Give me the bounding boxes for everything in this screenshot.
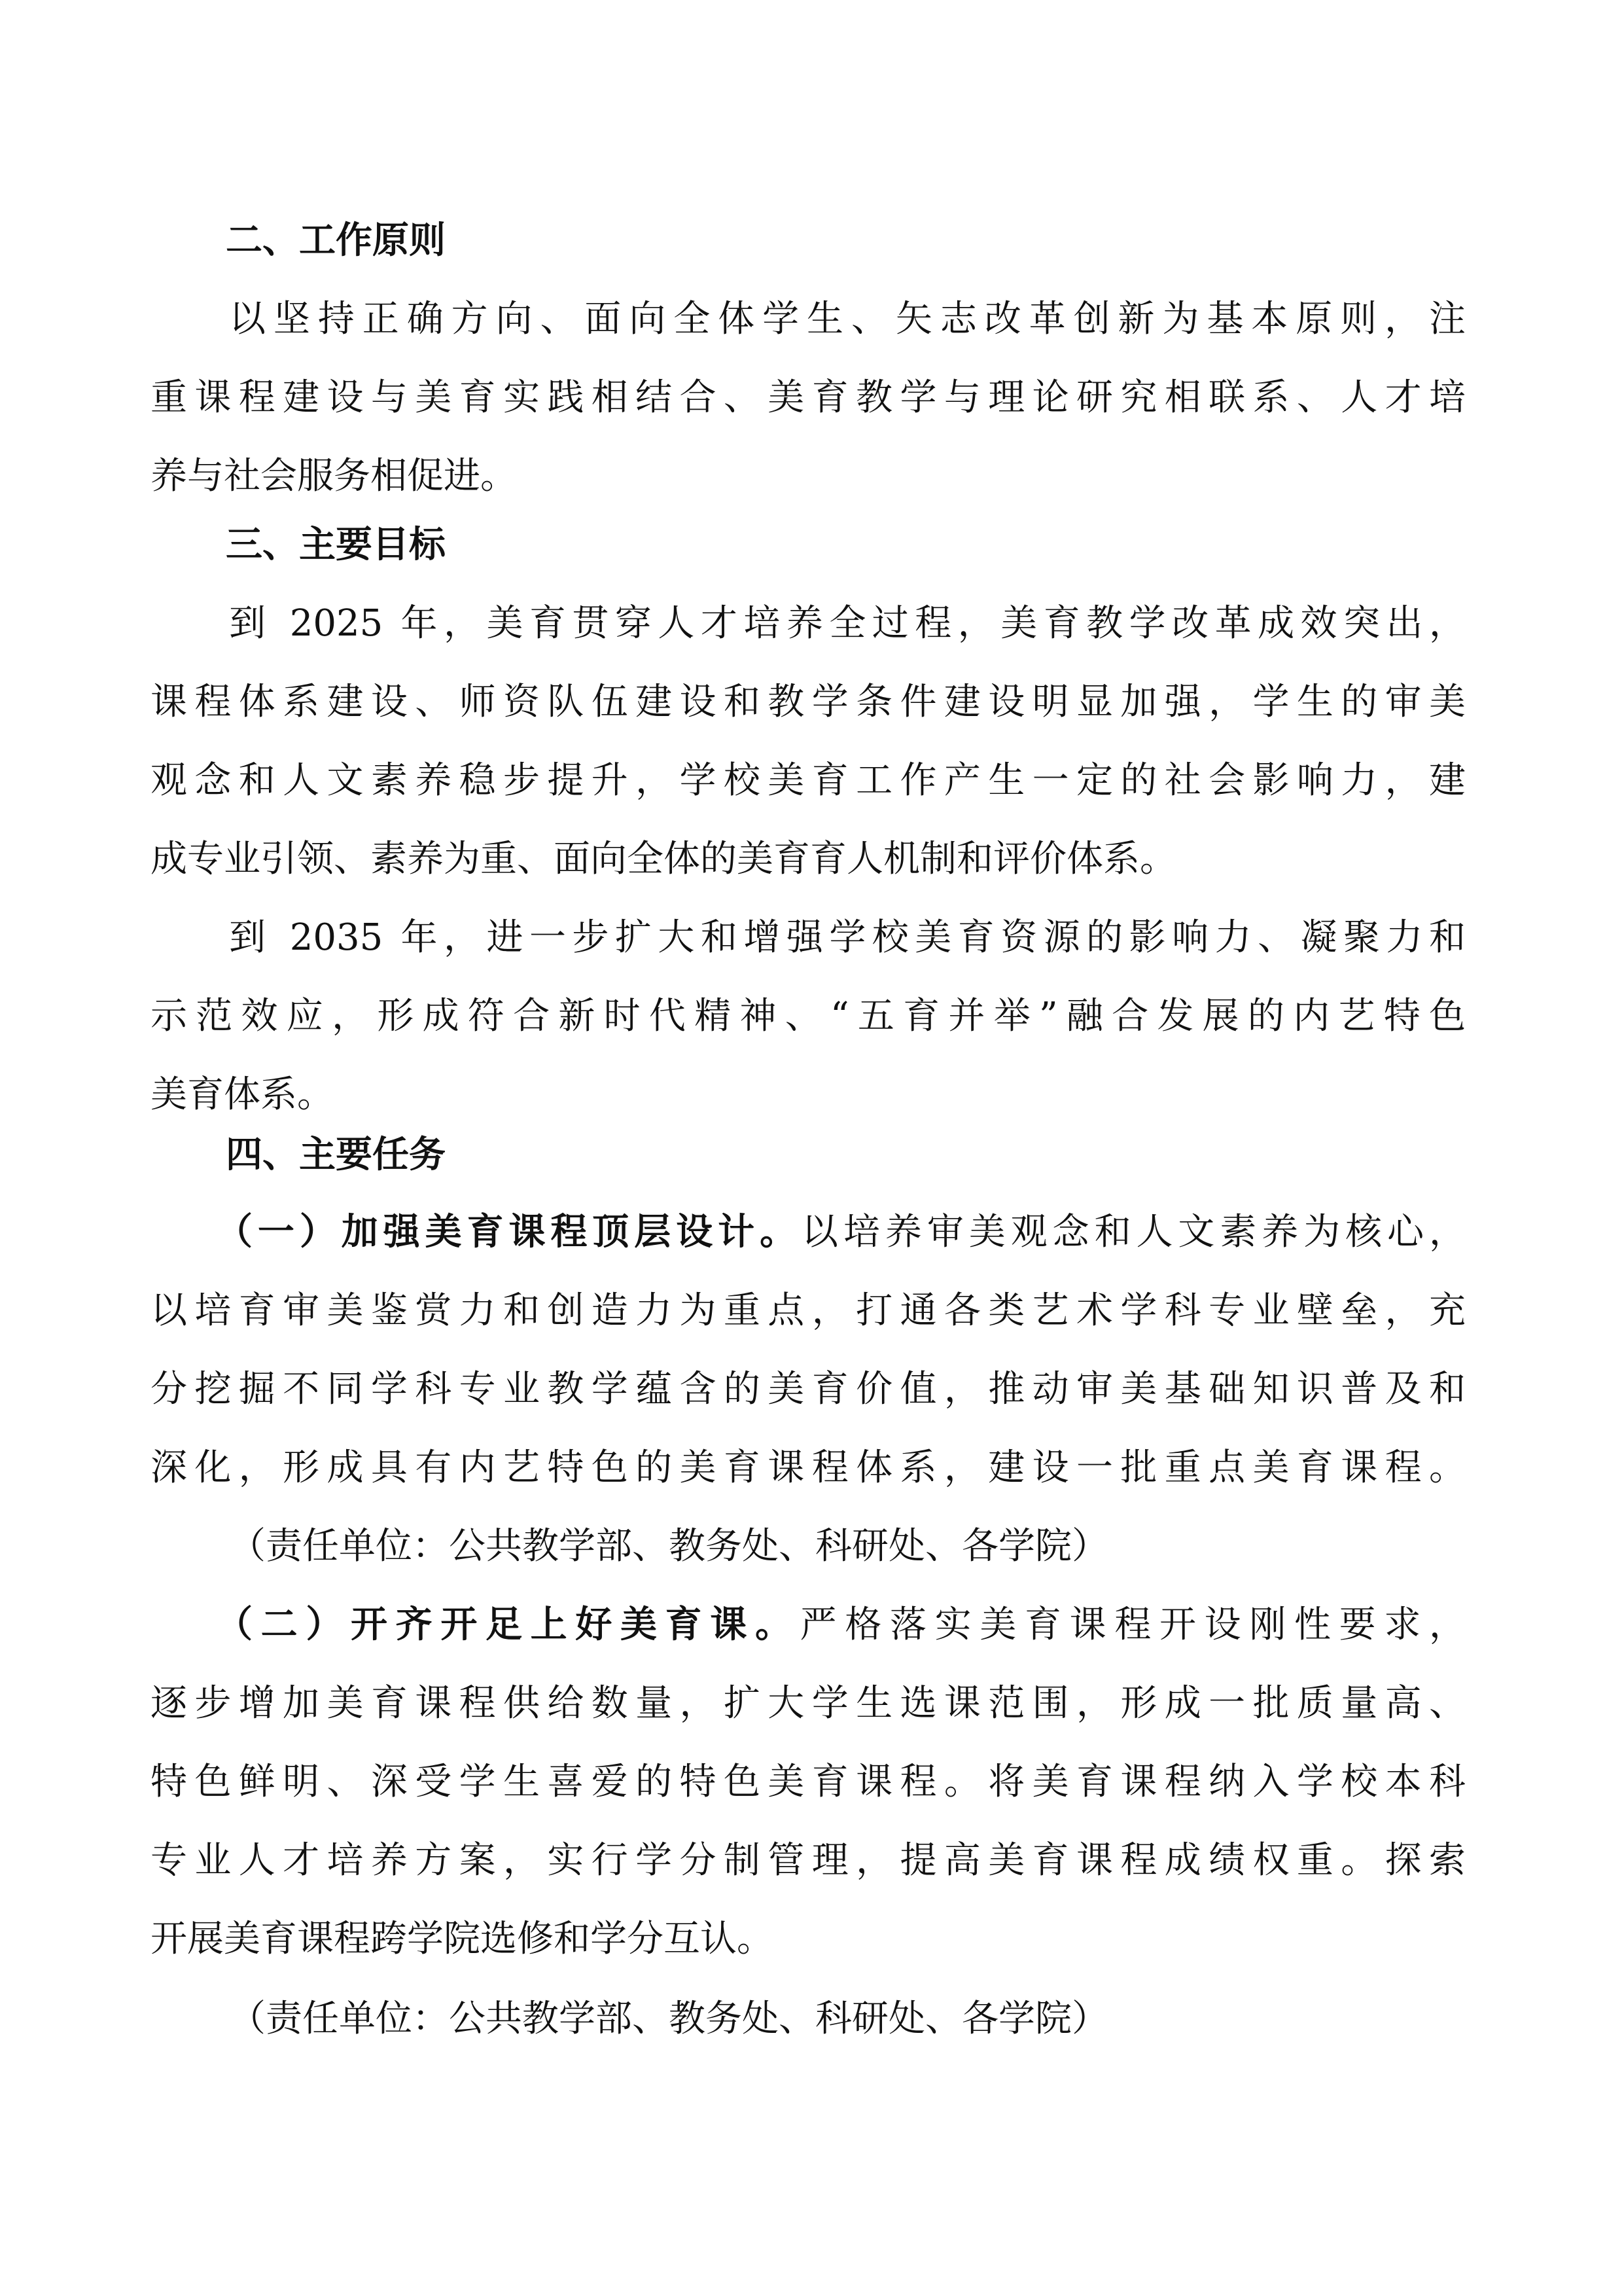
paragraph-line: 成专业引领、素养为重、面向全体的美育育人机制和评价体系。 [150, 838, 1176, 880]
paragraph-line: 以培育审美鉴赏力和创造力为重点，打通各类艺术学科专业壁垒，充 [150, 1289, 1466, 1332]
paragraph-line: 到 2035 年，进一步扩大和增强学校美育资源的影响力、凝聚力和 [229, 916, 1466, 959]
paragraph-line: 深化，形成具有内艺特色的美育课程体系，建设一批重点美育课程。 [150, 1446, 1466, 1489]
task-first-line [216, 1586, 1466, 1664]
paragraph-line: 美育体系。 [150, 1073, 334, 1116]
task-title: （一）加强美育课程顶层设计。 [216, 1211, 802, 1253]
paragraph-line: 开展美育课程跨学院选修和学分互认。 [150, 1918, 773, 1960]
paragraph-line: 逐步增加美育课程供给数量，扩大学生选课范围，形成一批质量高、 [150, 1682, 1466, 1725]
paragraph-line: 课程体系建设、师资队伍建设和教学条件建设明显加强，学生的审美 [150, 681, 1466, 723]
task-title: （二）开齐开足上好美育课。 [216, 1604, 800, 1646]
task-text: 以培养审美观念和人文素养为核心， [802, 1211, 1466, 1253]
responsibility-note: （责任单位：公共教学部、教务处、科研处、各学院） [229, 1525, 1108, 1568]
paragraph-line: 特色鲜明、深受学生喜爱的特色美育课程。将美育课程纳入学校本科 [150, 1761, 1466, 1803]
paragraph-line: 示范效应，形成符合新时代精神、“五育并举”融合发展的内艺特色 [150, 995, 1466, 1037]
paragraph-line: 观念和人文素养稳步提升，学校美育工作产生一定的社会影响力，建 [150, 759, 1466, 802]
paragraph-line: 分挖掘不同学科专业教学蕴含的美育价值，推动审美基础知识普及和 [150, 1368, 1466, 1410]
paragraph-line: 重课程建设与美育实践相结合、美育教学与理论研究相联系、人才培 [150, 376, 1466, 419]
paragraph-line: 到 2025 年，美育贯穿人才培养全过程，美育教学改革成效突出， [229, 602, 1466, 645]
paragraph-line: 以坚持正确方向、面向全体学生、矢志改革创新为基本原则，注 [229, 298, 1466, 340]
paragraph-line: 养与社会服务相促进。 [150, 455, 517, 497]
task-text: 严格落实美育课程开设刚性要求， [800, 1604, 1466, 1646]
section-heading-tasks: 四、主要任务 [226, 1134, 446, 1176]
section-heading-principles: 二、工作原则 [226, 219, 446, 262]
paragraph-line: 专业人才培养方案，实行学分制管理，提高美育课程成绩权重。探索 [150, 1839, 1466, 1882]
responsibility-note: （责任单位：公共教学部、教务处、科研处、各学院） [229, 1998, 1108, 2040]
task-first-line [216, 1193, 1466, 1272]
section-heading-goals: 三、主要目标 [226, 524, 446, 566]
